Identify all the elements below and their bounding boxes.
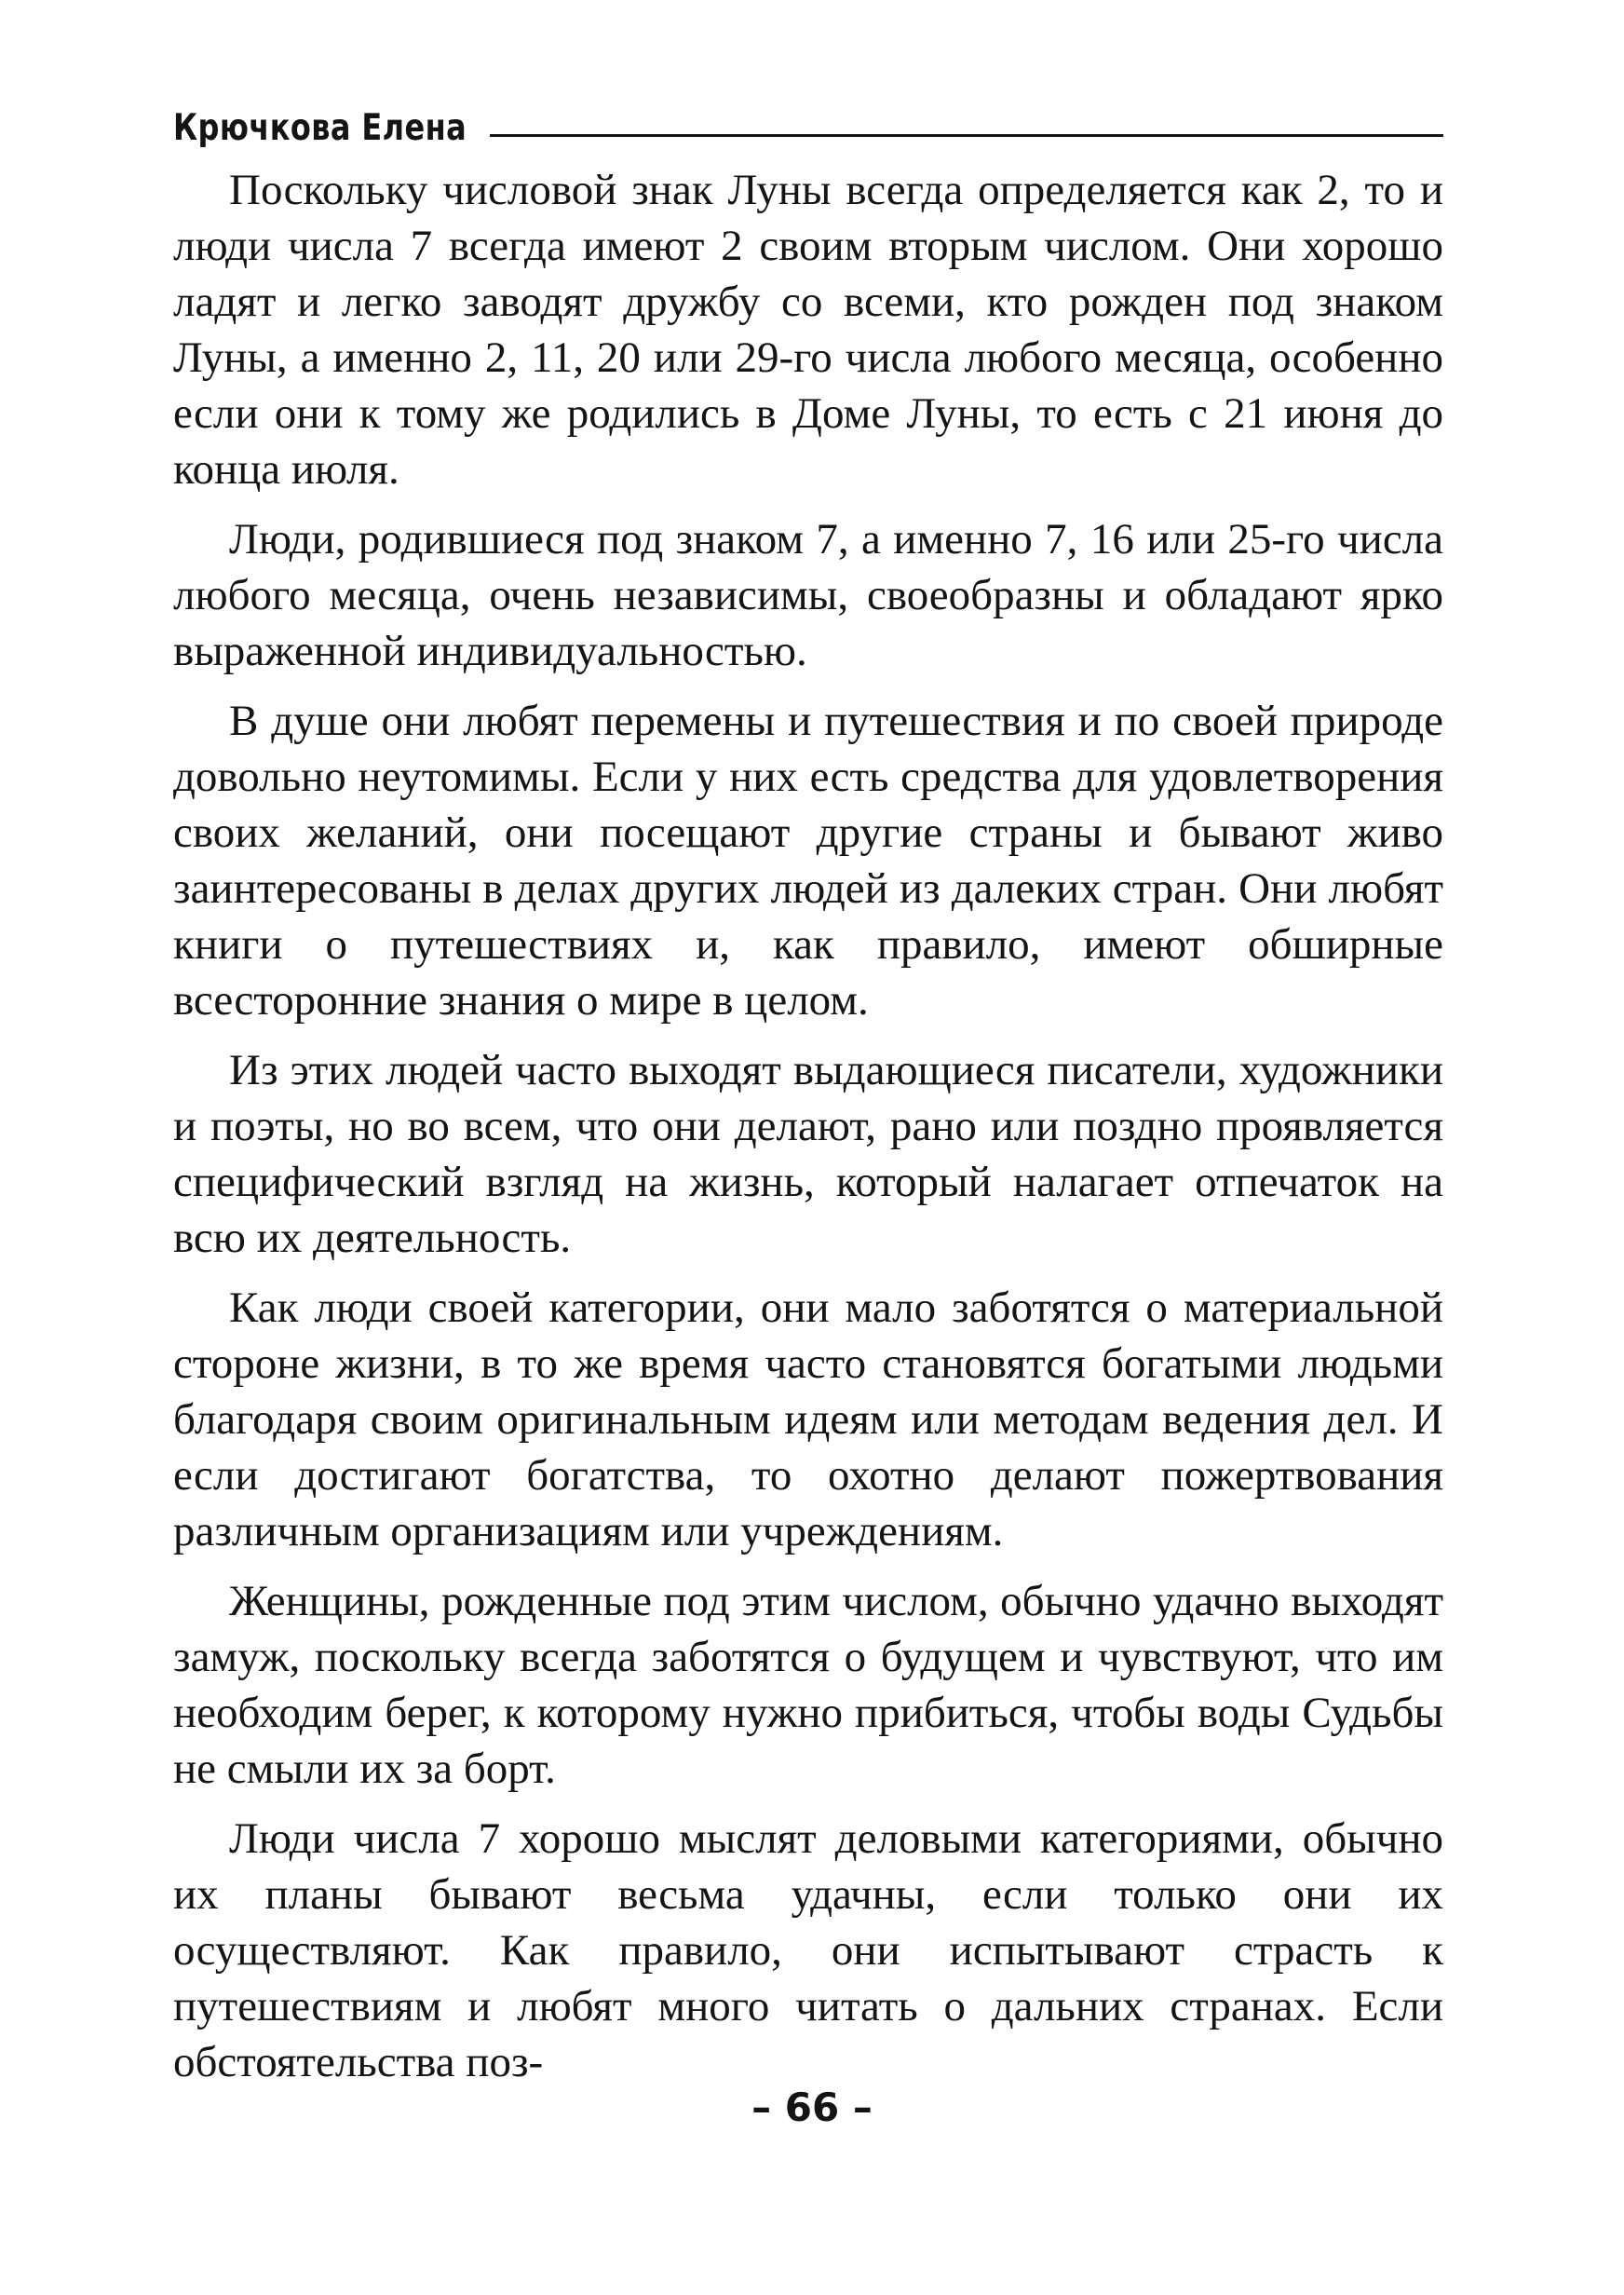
paragraph-5: Как люди своей категории, они мало заботятся о материальной стороне жизни, в то же время часто становятся богатыми людьми благодаря своим оригинальным идеям или методам ведения дел. И если достигают богатства, то охотно делают пожертвования различным организациям или учреждениям. [173, 1283, 1443, 1555]
text-body [173, 162, 1443, 2104]
paragraph-3: В душе они любят перемены и путешествия и по своей природе довольно неутомимы. Если у них есть средства для удовлетворения своих желаний, они посещают другие страны и бывают живо заинтересованы в делах других людей из далеких стран. Они любят книги о путешествиях и, как правило, имеют обширные всесторонние знания о мире в целом. [173, 697, 1443, 1025]
running-header [173, 104, 1443, 153]
paragraph-6: Женщины, рожденные под этим числом, обычно удачно выходят замуж, поскольку всегда заботятся о будущем и чувствуют, что им необходим берег, к которому нужно прибиться, чтобы воды Судьбы не смыли их за борт. [173, 1577, 1443, 1793]
page-number: – 66 – [751, 2085, 873, 2130]
paragraph-4: Из этих людей часто выходят выдающиеся писатели, художники и поэты, но во всем, что они делают, рано или поздно проявляется специфический взгляд на жизнь, который налагает отпечаток на всю их деятельность. [173, 1046, 1443, 1262]
paragraph-2: Люди, родившиеся под знаком 7, а именно 7, 16 или 25-го числа любого месяца, очень независимы, своеобразны и обладают ярко выраженной индивидуальностью. [173, 515, 1443, 675]
paragraph-7: Люди числа 7 хорошо мыслят деловыми категориями, обычно их планы бывают весьма удачны, если только они их осуществляют. Как правило, они испытывают страсть к путешествиям и любят много читать о дальних странах. Если обстоятельства поз- [173, 1814, 1443, 2086]
paragraph-1: Поскольку числовой знак Луны всегда определяется как 2, то и люди числа 7 всегда имеют 2 своим вторым числом. Они хорошо ладят и легко заводят дружбу со всеми, кто рожден под знаком Луны, а именно 2, 11, 20 или 29-го числа любого месяца, особенно если они к тому же родились в Доме Луны, то есть с 21 июня до конца июля. [173, 166, 1443, 494]
header-rule [490, 134, 1443, 137]
header-author-name: Крючкова Елена [173, 107, 467, 149]
